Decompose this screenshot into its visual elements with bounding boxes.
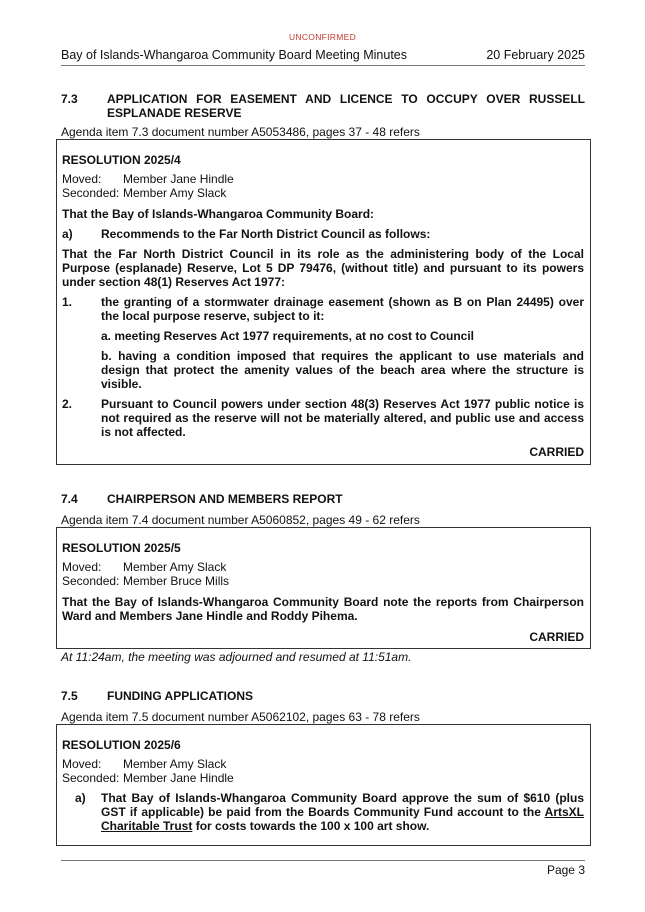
section-title: FUNDING APPLICATIONS <box>107 689 253 703</box>
moved-label: Moved: <box>62 172 102 186</box>
seconded-label: Seconded: <box>62 574 120 588</box>
header-date: 20 February 2025 <box>486 48 585 62</box>
page-header <box>61 48 585 62</box>
sub-item-b: b. having a condition imposed that requires the applicant to use materials and design that protect the amenity values of the beach area where the structure is visible. <box>101 349 584 391</box>
resolution-item-1 <box>62 295 584 323</box>
item-2-text: Pursuant to Council powers under section 48(3) Reserves Act 1977 public notice is not required as the reserve will not be materially altered, and public use and access is not affected. <box>101 397 584 439</box>
section-7-5-agenda: Agenda item 7.5 document number A5062102, pages 63 - 78 refers <box>61 710 420 724</box>
artsxl-trust-link[interactable]: ArtsXL Charitable Trust <box>101 805 584 833</box>
resolution-item-2 <box>62 397 584 439</box>
section-7-3-heading <box>61 92 585 120</box>
resolution-intro: That the Bay of Islands-Whangaroa Community Board: <box>62 207 375 221</box>
item-1-text: the granting of a stormwater drainage easement (shown as B on Plan 24495) over the local purpose reserve, subject to it: <box>101 295 584 323</box>
moved-line <box>62 757 584 771</box>
resolution-item-a <box>62 227 584 241</box>
section-7-3-agenda: Agenda item 7.3 document number A5053486, pages 37 - 48 refers <box>61 125 420 139</box>
item-1-label: 1. <box>62 295 73 309</box>
resolution-2025-4-box <box>56 139 591 465</box>
carried-label: CARRIED <box>529 630 584 644</box>
section-7-4-agenda: Agenda item 7.4 document number A5060852, pages 49 - 62 refers <box>61 513 420 527</box>
moved-member: Member Amy Slack <box>123 560 227 574</box>
seconded-member: Member Jane Hindle <box>123 771 234 785</box>
adjournment-note: At 11:24am, the meeting was adjourned and resumed at 11:51am. <box>61 650 412 664</box>
seconded-line <box>62 574 584 588</box>
resolution-title: RESOLUTION 2025/6 <box>62 738 181 752</box>
header-divider <box>61 65 585 66</box>
seconded-member: Member Amy Slack <box>123 186 227 200</box>
moved-line <box>62 172 584 186</box>
seconded-line <box>62 186 584 200</box>
item-a-text <box>101 791 584 833</box>
carried-label: CARRIED <box>529 445 584 459</box>
moved-label: Moved: <box>62 560 102 574</box>
unconfirmed-watermark: UNCONFIRMED <box>288 32 357 42</box>
seconded-label: Seconded: <box>62 771 120 785</box>
seconded-line <box>62 771 584 785</box>
resolution-title: RESOLUTION 2025/5 <box>62 541 181 555</box>
seconded-label: Seconded: <box>62 186 120 200</box>
sub-item-a: a. meeting Reserves Act 1977 requirements, at no cost to Council <box>101 329 475 343</box>
page-number: Page 3 <box>546 863 585 877</box>
resolution-2025-5-box <box>56 527 591 649</box>
resolution-2025-6-box <box>56 724 591 846</box>
item-a-text-part2: for costs towards the 100 x 100 art show. <box>192 819 430 833</box>
moved-member: Member Amy Slack <box>123 757 227 771</box>
section-7-5-heading <box>61 689 585 703</box>
item-a-text: Recommends to the Far North District Council as follows: <box>101 227 431 241</box>
moved-member: Member Jane Hindle <box>123 172 234 186</box>
section-7-4-heading <box>61 492 585 506</box>
section-number: 7.5 <box>61 689 78 703</box>
moved-line <box>62 560 584 574</box>
resolution-item-a <box>62 791 584 833</box>
header-title: Bay of Islands-Whangaroa Community Board Meeting Minutes <box>61 48 407 62</box>
section-title: CHAIRPERSON AND MEMBERS REPORT <box>107 492 343 506</box>
moved-label: Moved: <box>62 757 102 771</box>
resolution-title: RESOLUTION 2025/4 <box>62 153 181 167</box>
item-a-label: a) <box>62 227 73 241</box>
section-title: APPLICATION FOR EASEMENT AND LICENCE TO OCCUPY OVER RUSSELL ESPLANADE RESERVE <box>107 92 585 120</box>
resolution-paragraph: That the Far North District Council in its role as the administering body of the Local Purpose (esplanade) Reserve, Lot 5 DP 79476, (without title) and pursuant to its powers under section 48(1) Reserves Act 1977: <box>62 247 584 289</box>
item-a-label: a) <box>75 791 86 805</box>
item-2-label: 2. <box>62 397 73 411</box>
seconded-member: Member Bruce Mills <box>123 574 230 588</box>
section-number: 7.4 <box>61 492 78 506</box>
footer-divider <box>61 860 585 861</box>
resolution-text: That the Bay of Islands-Whangaroa Community Board note the reports from Chairperson Ward and Members Jane Hindle and Roddy Pihema. <box>62 595 584 623</box>
item-a-text-part1: That Bay of Islands-Whangaroa Community Board approve the sum of $610 (plus GST if applicable) be paid from the Boards Community Fund account to the <box>101 791 584 819</box>
section-number: 7.3 <box>61 92 78 106</box>
